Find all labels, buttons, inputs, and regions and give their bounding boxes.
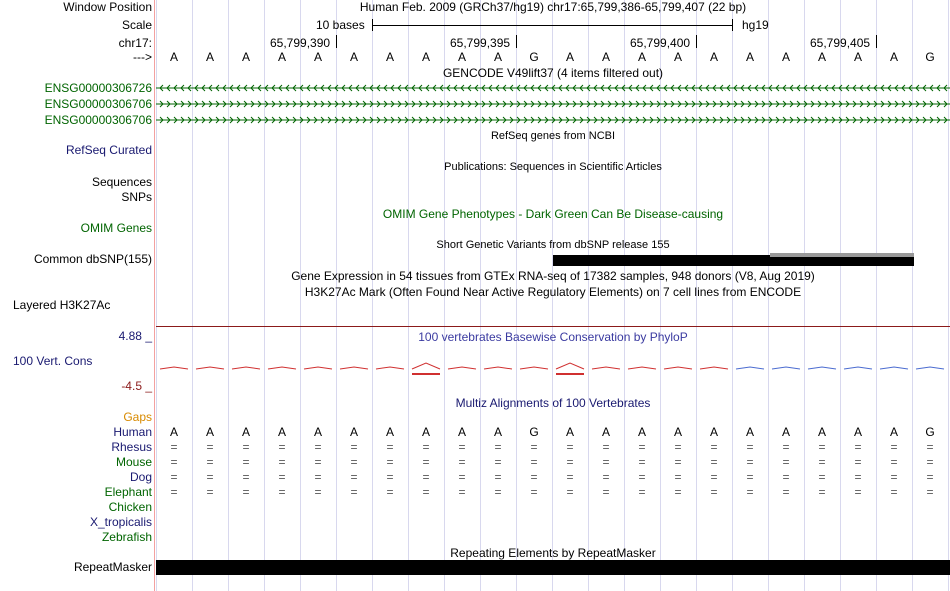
phylop-score-mark <box>232 367 260 369</box>
alignment-match-mark: = <box>422 470 430 484</box>
human-alignment-base: A <box>457 425 466 439</box>
alignment-match-mark: = <box>422 455 430 469</box>
position-tick-1 <box>336 35 337 48</box>
window-position-text: Human Feb. 2009 (GRCh37/hg19) chr17:65,799,386-65,799,407 (22 bp) <box>359 0 747 14</box>
alignment-match-mark: = <box>206 455 214 469</box>
alignment-match-mark: = <box>638 455 646 469</box>
alignment-match-mark: = <box>278 455 286 469</box>
alignment-match-mark: = <box>530 485 538 499</box>
phylop-score-mark <box>808 367 836 369</box>
base-letter: G <box>529 50 539 64</box>
base-letter: A <box>673 50 682 64</box>
alignment-match-mark: = <box>422 485 430 499</box>
alignment-match-mark: = <box>494 485 502 499</box>
phylop-track-title[interactable]: 100 vertebrates Basewise Conservation by PhyloP <box>418 330 688 344</box>
alignment-match-mark: = <box>242 455 250 469</box>
human-alignment-base: A <box>421 425 430 439</box>
multiz-track-title[interactable]: Multiz Alignments of 100 Vertebrates <box>455 396 651 410</box>
base-letter: A <box>421 50 430 64</box>
scale-label: Scale <box>121 18 152 32</box>
alignment-match-mark: = <box>350 485 358 499</box>
base-letter: A <box>565 50 574 64</box>
alignment-match-mark: = <box>386 455 394 469</box>
base-letter: A <box>781 50 790 64</box>
alignment-match-mark: = <box>782 470 790 484</box>
alignment-match-mark: = <box>566 440 574 454</box>
alignment-match-mark: = <box>386 440 394 454</box>
human-alignment-base: A <box>169 425 178 439</box>
phylop-score-mark <box>628 367 656 369</box>
alignment-match-mark: = <box>242 485 250 499</box>
alignment-match-mark: = <box>458 440 466 454</box>
alignment-match-mark: = <box>638 485 646 499</box>
base-letter: A <box>457 50 466 64</box>
phylop-score-mark <box>880 367 908 369</box>
scale-bases-text: 10 bases <box>316 18 365 32</box>
species-label-x_tropicalis[interactable]: X_tropicalis <box>89 515 152 529</box>
phylop-score-mark <box>196 367 224 369</box>
alignment-match-mark: = <box>494 455 502 469</box>
alignment-match-mark: = <box>170 485 178 499</box>
position-tick-4 <box>876 35 877 48</box>
alignment-match-mark: = <box>530 455 538 469</box>
phylop-score-mark <box>484 367 512 369</box>
phylop-negative-mark <box>556 373 584 375</box>
phylop-negative-mark <box>412 373 440 375</box>
alignment-match-mark: = <box>710 440 718 454</box>
alignment-match-mark: = <box>422 440 430 454</box>
phylop-score-mark <box>376 367 404 369</box>
phylop-score-mark <box>412 363 440 369</box>
alignment-match-mark: = <box>746 455 754 469</box>
species-label-mouse[interactable]: Mouse <box>115 455 152 469</box>
alignment-match-mark: = <box>170 440 178 454</box>
publications-track-title[interactable]: Publications: Sequences in Scientific Articles <box>444 161 662 173</box>
alignment-match-mark: = <box>674 440 682 454</box>
alignment-match-mark: = <box>314 485 322 499</box>
base-letter: A <box>817 50 826 64</box>
base-letter: A <box>637 50 646 64</box>
alignment-match-mark: = <box>854 470 862 484</box>
scale-bar <box>372 25 732 26</box>
window-position-label: Window Position <box>63 0 152 14</box>
omim-track-title[interactable]: OMIM Gene Phenotypes - Dark Green Can Be Disease-causing <box>382 207 724 221</box>
alignment-match-mark: = <box>746 485 754 499</box>
vert-cons-label[interactable]: 100 Vert. Cons <box>13 354 93 368</box>
alignment-match-mark: = <box>926 440 934 454</box>
gene-label-2[interactable]: ENSG00000306706 <box>44 97 152 111</box>
alignment-match-mark: = <box>278 485 286 499</box>
species-label-dog[interactable]: Dog <box>129 470 152 484</box>
human-alignment-base: G <box>925 425 935 439</box>
alignment-match-mark: = <box>242 470 250 484</box>
alignment-match-mark: = <box>602 455 610 469</box>
alignment-match-mark: = <box>854 440 862 454</box>
alignment-match-mark: = <box>782 455 790 469</box>
base-letter: A <box>313 50 322 64</box>
species-label-elephant[interactable]: Elephant <box>104 485 152 499</box>
alignment-match-mark: = <box>566 455 574 469</box>
browser-left-border <box>154 0 155 591</box>
position-tick-label-3: 65,799,400 <box>630 36 691 50</box>
human-alignment-base: A <box>673 425 682 439</box>
gencode-gene-features[interactable] <box>156 80 950 128</box>
alignment-match-mark: = <box>638 440 646 454</box>
alignment-match-mark: = <box>926 455 934 469</box>
omim-label[interactable]: OMIM Genes <box>80 221 152 235</box>
alignment-match-mark: = <box>818 470 826 484</box>
alignment-match-mark: = <box>458 470 466 484</box>
phylop-score-mark <box>664 367 692 369</box>
phylop-score-mark <box>340 367 368 369</box>
base-letter: A <box>601 50 610 64</box>
alignment-match-mark: = <box>350 455 358 469</box>
alignment-match-mark: = <box>494 470 502 484</box>
human-alignment-base: A <box>745 425 754 439</box>
dbsnp-track-title[interactable]: Short Genetic Variants from dbSNP release 155 <box>436 239 670 251</box>
position-tick-label-2: 65,799,395 <box>450 36 511 50</box>
phylop-score-mark <box>772 367 800 369</box>
gene-label-1[interactable]: ENSG00000306726 <box>44 81 152 95</box>
alignment-match-mark: = <box>890 455 898 469</box>
phylop-max-label: 4.88 _ <box>118 329 152 343</box>
dbsnp-variant-highlight <box>770 253 914 257</box>
phylop-min-label: -4.5 _ <box>121 379 152 393</box>
gtex-track-title[interactable]: Gene Expression in 54 tissues from GTEx RNA-seq of 17382 samples, 948 donors (V8, Aug 2019) <box>291 269 815 283</box>
repeatmasker-label[interactable]: RepeatMasker <box>73 560 152 574</box>
alignment-match-mark: = <box>926 485 934 499</box>
snps-label[interactable]: SNPs <box>121 190 152 204</box>
base-letter: A <box>493 50 502 64</box>
base-letter: A <box>241 50 250 64</box>
alignment-match-mark: = <box>386 485 394 499</box>
alignment-match-mark: = <box>746 440 754 454</box>
phylop-score-mark <box>916 367 944 369</box>
position-tick-label-1: 65,799,390 <box>270 36 331 50</box>
alignment-match-mark: = <box>314 440 322 454</box>
strand-arrow-label: ---> <box>133 50 152 64</box>
gene-label-3[interactable]: ENSG00000306706 <box>44 113 152 127</box>
human-alignment-base: A <box>313 425 322 439</box>
alignment-match-mark: = <box>602 440 610 454</box>
gencode-track-title[interactable]: GENCODE V49lift37 (4 items filtered out) <box>442 66 664 80</box>
alignment-match-mark: = <box>170 455 178 469</box>
human-alignment-base: A <box>565 425 574 439</box>
human-alignment-base: A <box>853 425 862 439</box>
phylop-score-mark <box>304 367 332 369</box>
alignment-match-mark: = <box>278 440 286 454</box>
position-tick-3 <box>696 35 697 48</box>
species-label-zebrafish[interactable]: Zebrafish <box>101 530 152 544</box>
alignment-match-mark: = <box>890 440 898 454</box>
human-alignment-base: A <box>241 425 250 439</box>
human-alignment-base: A <box>493 425 502 439</box>
species-label-rhesus[interactable]: Rhesus <box>111 440 152 454</box>
human-alignment-base: A <box>637 425 646 439</box>
alignment-match-mark: = <box>170 470 178 484</box>
alignment-match-mark: = <box>854 455 862 469</box>
alignment-match-mark: = <box>710 470 718 484</box>
phylop-score-mark <box>448 367 476 369</box>
human-alignment-base: A <box>889 425 898 439</box>
base-letter: A <box>745 50 754 64</box>
alignment-match-mark: = <box>458 455 466 469</box>
alignment-match-mark: = <box>566 470 574 484</box>
alignment-match-mark: = <box>818 485 826 499</box>
base-letter: A <box>709 50 718 64</box>
gaps-label[interactable]: Gaps <box>123 410 152 424</box>
species-label-human[interactable]: Human <box>113 425 152 439</box>
alignment-match-mark: = <box>818 440 826 454</box>
alignment-match-mark: = <box>782 485 790 499</box>
phylop-score-mark <box>160 367 188 369</box>
alignment-match-mark: = <box>458 485 466 499</box>
base-letter: A <box>853 50 862 64</box>
base-letter: A <box>277 50 286 64</box>
alignment-match-mark: = <box>674 455 682 469</box>
alignment-match-mark: = <box>314 470 322 484</box>
base-letter: A <box>889 50 898 64</box>
base-letter: A <box>169 50 178 64</box>
alignment-match-mark: = <box>314 455 322 469</box>
h3k27ac-label[interactable]: Layered H3K27Ac <box>13 298 111 312</box>
alignment-match-mark: = <box>674 485 682 499</box>
alignment-match-mark: = <box>854 485 862 499</box>
human-alignment-base: A <box>277 425 286 439</box>
alignment-match-mark: = <box>674 470 682 484</box>
alignment-match-mark: = <box>602 470 610 484</box>
alignment-match-mark: = <box>206 485 214 499</box>
alignment-match-mark: = <box>278 470 286 484</box>
alignment-match-mark: = <box>602 485 610 499</box>
alignment-match-mark: = <box>530 470 538 484</box>
human-alignment-base: A <box>349 425 358 439</box>
alignment-match-mark: = <box>638 470 646 484</box>
alignment-match-mark: = <box>710 485 718 499</box>
alignment-match-mark: = <box>566 485 574 499</box>
sequences-label[interactable]: Sequences <box>91 175 152 189</box>
base-letter: A <box>349 50 358 64</box>
alignment-match-mark: = <box>890 485 898 499</box>
alignment-match-mark: = <box>242 440 250 454</box>
human-alignment-base: A <box>205 425 214 439</box>
alignment-match-mark: = <box>206 470 214 484</box>
dbsnp-label[interactable]: Common dbSNP(155) <box>33 252 152 266</box>
phylop-score-mark <box>556 363 584 369</box>
scale-bar-right-tick <box>732 19 733 31</box>
human-alignment-base: A <box>817 425 826 439</box>
phylop-score-mark <box>736 367 764 369</box>
alignment-match-mark: = <box>782 440 790 454</box>
human-alignment-base: A <box>709 425 718 439</box>
refseq-track-title[interactable]: RefSeq genes from NCBI <box>490 130 616 142</box>
species-label-chicken[interactable]: Chicken <box>108 500 152 514</box>
repeatmasker-element-bar[interactable] <box>156 560 950 575</box>
human-alignment-base: A <box>385 425 394 439</box>
h3k27ac-signal-line <box>156 326 950 327</box>
human-alignment-base: A <box>781 425 790 439</box>
phylop-score-mark <box>844 367 872 369</box>
human-alignment-base: G <box>529 425 539 439</box>
phylop-score-mark <box>268 367 296 369</box>
alignment-match-mark: = <box>530 440 538 454</box>
chrom-label: chr17: <box>118 36 152 50</box>
human-alignment-base: A <box>601 425 610 439</box>
alignment-match-mark: = <box>494 440 502 454</box>
repeatmasker-track-title[interactable]: Repeating Elements by RepeatMasker <box>450 546 656 560</box>
phylop-score-mark <box>520 367 548 369</box>
position-tick-label-4: 65,799,405 <box>810 36 871 50</box>
alignment-match-mark: = <box>926 470 934 484</box>
alignment-match-mark: = <box>710 455 718 469</box>
phylop-score-mark <box>700 367 728 369</box>
base-letter: G <box>925 50 935 64</box>
phylop-conservation-plot[interactable] <box>156 360 950 382</box>
alignment-match-mark: = <box>206 440 214 454</box>
alignment-match-mark: = <box>350 470 358 484</box>
alignment-match-mark: = <box>746 470 754 484</box>
base-letter: A <box>205 50 214 64</box>
alignment-match-mark: = <box>386 470 394 484</box>
alignment-match-mark: = <box>890 470 898 484</box>
phylop-score-mark <box>592 367 620 369</box>
h3k27ac-track-title[interactable]: H3K27Ac Mark (Often Found Near Active Regulatory Elements) on 7 cell lines from ENCODE <box>304 285 802 299</box>
alignment-match-mark: = <box>350 440 358 454</box>
scale-assembly-text: hg19 <box>742 18 769 32</box>
base-letter: A <box>385 50 394 64</box>
position-tick-2 <box>516 35 517 48</box>
refseq-label[interactable]: RefSeq Curated <box>65 143 152 157</box>
alignment-match-mark: = <box>818 455 826 469</box>
